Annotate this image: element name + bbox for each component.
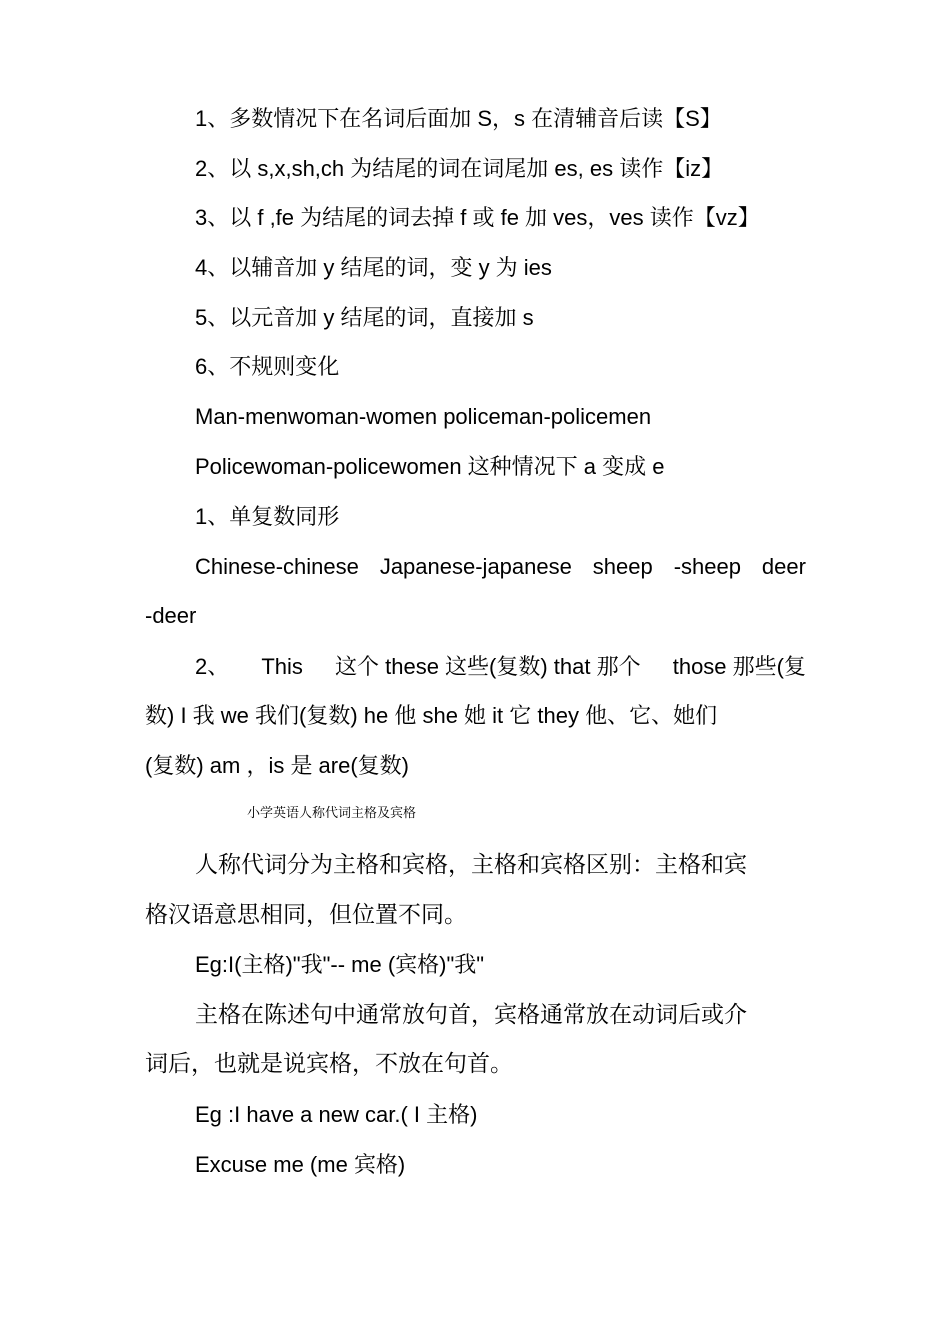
example-1: Eg:I(主格)"我"-- me (宾格)"我": [195, 952, 485, 977]
paragraph-2-line-1: 主格在陈述句中通常放句首，宾格通常放在动词后或介: [195, 1002, 747, 1028]
same-form-title: 1、单复数同形: [195, 504, 340, 529]
same-form-word: sheep: [592, 554, 653, 579]
rule-2: 2、以 s,x,sh,ch 为结尾的词在词尾加 es, es 读作【iz】: [195, 156, 724, 181]
same-form-word: deer: [761, 554, 806, 579]
section-heading: 小学英语人称代词主格及宾格: [247, 806, 417, 821]
rule-3: 3、以 f ,fe 为结尾的词去掉 f 或 fe 加 ves，ves 读作【vz】: [195, 205, 760, 230]
pronouns-segment: This: [261, 654, 303, 679]
rule-6: 6、不规则变化: [195, 354, 340, 379]
pronouns-line-1: [195, 652, 806, 682]
same-form-words: [195, 552, 806, 582]
paragraph-1-line-2: 格汉语意思相同，但位置不同。: [145, 902, 467, 928]
pronouns-segment: 这个 these 这些(复数) that 那个: [335, 654, 641, 679]
pronouns-segment: 2、: [195, 654, 230, 679]
rule-4: 4、以辅音加 y 结尾的词，变 y 为 ies: [195, 255, 552, 280]
same-form-tail: -deer: [145, 603, 197, 628]
example-2: Eg :I have a new car.( I 主格): [195, 1102, 478, 1127]
pronouns-segment: those 那些(复: [672, 654, 806, 679]
rule-5: 5、以元音加 y 结尾的词，直接加 s: [195, 305, 534, 330]
paragraph-2-line-2: 词后，也就是说宾格，不放在句首。: [145, 1051, 513, 1077]
rule-1: 1、多数情况下在名词后面加 S，s 在清辅音后读【S】: [195, 106, 722, 131]
same-form-word: -sheep: [673, 554, 741, 579]
same-form-word: Japanese-japanese: [379, 554, 572, 579]
same-form-word: Chinese-chinese: [195, 554, 359, 579]
pronouns-line-2: 数) I 我 we 我们(复数) he 他 she 她 it 它 they 他、它、她们: [145, 703, 718, 728]
example-3: Excuse me (me 宾格): [195, 1152, 406, 1177]
paragraph-1-line-1: 人称代词分为主格和宾格，主格和宾格区别：主格和宾: [195, 852, 747, 878]
pronouns-line-3: (复数) am ，is 是 are(复数): [145, 753, 410, 778]
irregular-examples-line-1: Man-menwoman-women policeman-policemen: [195, 404, 652, 429]
irregular-examples-line-2: Policewoman-policewomen 这种情况下 a 变成 e: [195, 454, 665, 479]
